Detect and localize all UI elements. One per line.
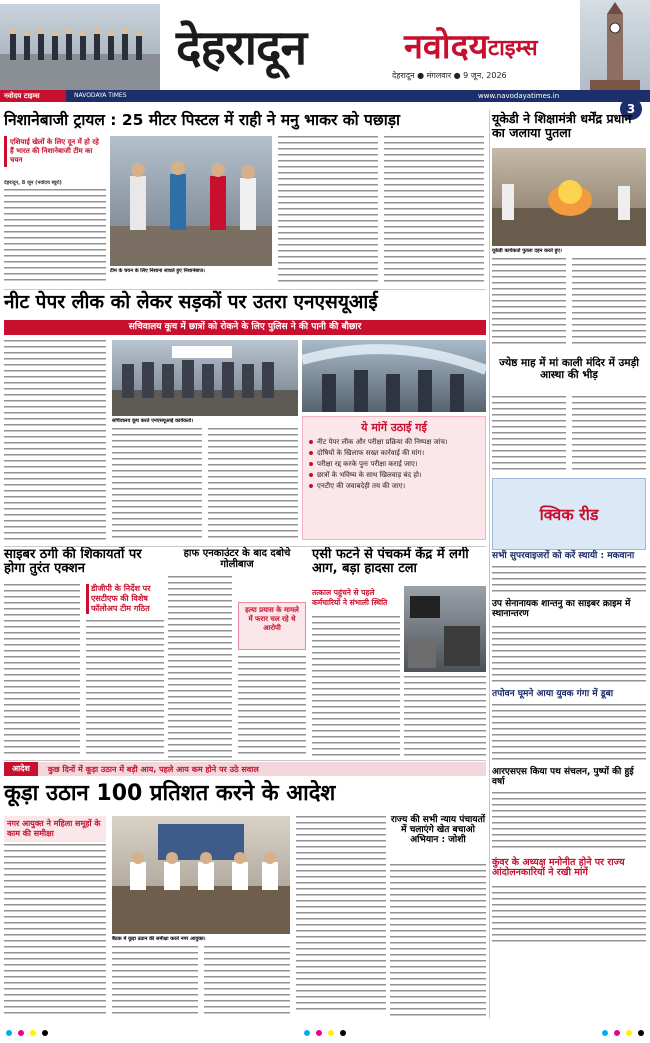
story-fire-photo	[404, 586, 486, 672]
row-rule	[4, 546, 486, 547]
meeting-illustration	[112, 816, 290, 934]
story-fire	[312, 548, 486, 758]
story-cyber-body-col2	[86, 620, 164, 758]
story-encounter-headline: हाफ एनकाउंटर के बाद दबोचे गोलीबाज	[183, 548, 291, 570]
story-cyber-subhead: डीजीपी के निर्देश पर एसटीएफ की विशेष फॉलोअप टीम गठित	[86, 584, 164, 614]
story-shooting-headline: निशानेबाजी ट्रायल : 25 मीटर पिस्टल में राही ने मनु भाकर को पछाड़ा	[4, 111, 401, 129]
water-cannon-illustration	[302, 340, 486, 412]
story-neet-body-col1	[4, 340, 106, 540]
story-garbage-banner-label: आदेश	[4, 762, 38, 776]
story-shooting-body-col2	[278, 136, 378, 286]
story-neet-subhead: सचिवालय कूच में छात्रों को रोकने के लिए पुलिस ने की पानी की बौछार	[4, 320, 486, 335]
demand-item: नीट पेपर लीक और परीक्षा प्रक्रिया की निष्पक्ष जांच।	[309, 438, 479, 447]
story-cyber	[4, 548, 164, 758]
story-neet-body-col3	[208, 428, 298, 540]
quick5-body	[492, 886, 646, 942]
story-ukd-body-col1	[492, 258, 566, 348]
column-rule	[489, 110, 490, 1018]
story-garbage-body-col4	[296, 816, 386, 1014]
demand-item: एनटीए की जवाबदेही तय की जाए।	[309, 482, 479, 491]
story-shooting-body-col1	[4, 189, 106, 285]
story-garbage-banner-text: कुछ दिनों में कूड़ा उठान में बड़ी आय, पहले आय कम होने पर उठे सवाल	[47, 764, 259, 774]
story-fire-headline: एसी फटने से पंचकर्म केंद्र में लगी आग, बड़ा हादसा टला	[312, 547, 469, 577]
bullet-icon	[309, 473, 313, 477]
quick3-headline: तपोवन घूमने आया युवक गंगा में डूबा	[492, 689, 614, 699]
demand-item: परीक्षा रद्द करके पुनः परीक्षा कराई जाए।	[309, 460, 479, 469]
story-encounter	[168, 548, 306, 758]
demand-item: छात्रों के भविष्य के साथ खिलवाड़ बंद हो।	[309, 471, 479, 480]
shooters-illustration	[110, 136, 272, 266]
parade-illustration	[0, 4, 160, 90]
website-label: www.navodayatimes.in	[478, 92, 560, 100]
story-shooting-photo	[110, 136, 272, 266]
story-ukd-headline: यूकेडी ने शिक्षामंत्री धर्मेंद्र प्रधान का जलाया पुतला	[492, 111, 632, 140]
story-ukd-photo	[492, 148, 646, 246]
story-fire-subhead: तत्काल पहुंचने से पहले कर्मचारियों ने संभाली स्थिति	[312, 588, 388, 607]
story-neet-body-col2	[112, 428, 202, 540]
story-save-fields	[390, 816, 486, 1016]
story-encounter-box: हत्या प्रयास के मामले में फरार चल रहे थे आरोपी	[238, 602, 306, 650]
bullet-icon	[309, 462, 313, 466]
masthead-clocktower	[580, 0, 650, 92]
quick-read-title: क्विक रीड	[539, 505, 599, 524]
quick4-body	[492, 792, 646, 852]
story-save-fields-body	[390, 864, 486, 1016]
quick2-headline: उप सेनानायक शान्तनु का साइबर क्राइम में स्थानान्तरण	[492, 599, 631, 619]
quick2-body	[492, 626, 646, 686]
story-encounter-body-col2	[238, 656, 306, 758]
dateline: देहरादून ● मंगलवार ● 9 जून, 2026	[392, 71, 507, 80]
quick4-headline: आरएसएस किया पथ संचलन, पुष्पों की हुई वर्षा	[492, 767, 634, 787]
story-neet-demands-title: ये मांगें उठाई गई	[361, 421, 427, 434]
story-shooting-body-col3	[384, 136, 484, 286]
story-neet-demands-list	[309, 438, 479, 491]
story-cyber-headline: साइबर ठगी की शिकायतों पर होगा तुरंत एक्शन	[4, 547, 142, 577]
page-number-badge: 3	[620, 98, 642, 120]
row-rule	[4, 289, 486, 290]
story-shooting-caption: टीम के चयन के लिए निशाना साधते हुए निशानेबाज।	[110, 268, 205, 274]
cyan-dot	[602, 1030, 608, 1036]
magenta-dot	[316, 1030, 322, 1036]
masthead	[0, 0, 650, 116]
black-dot	[42, 1030, 48, 1036]
magenta-dot	[18, 1030, 24, 1036]
quick1-headline: सभी सुपरवाइजरों को करें स्थायी : मकवाना	[492, 551, 635, 561]
story-fire-body-col2	[404, 676, 486, 758]
cyan-dot	[304, 1030, 310, 1036]
quick-read-column	[492, 552, 646, 942]
quick3-body	[492, 704, 646, 764]
story-garbage-headline: कूड़ा उठान 100 प्रतिशत करने के आदेश	[4, 781, 336, 806]
yellow-dot	[328, 1030, 334, 1036]
story-kali-body-col1	[492, 396, 566, 474]
bullet-icon	[309, 440, 313, 444]
protest-illustration	[112, 340, 298, 416]
fire-damage-illustration	[404, 586, 486, 672]
story-neet	[4, 292, 486, 544]
story-garbage-kicker: नगर आयुक्त ने महिला समूहों के काम की समीक्षा	[4, 816, 106, 842]
registration-marks-left	[6, 1030, 48, 1036]
black-dot	[638, 1030, 644, 1036]
quick-read-banner	[492, 478, 646, 550]
clocktower-illustration	[580, 0, 650, 92]
quick5-headline: कुंवर के अध्यक्ष मनोनीत होने पर राज्य आंदोलनकारियों ने रखी मांगें	[492, 857, 625, 879]
yellow-dot	[626, 1030, 632, 1036]
story-garbage-body-col2	[112, 946, 198, 1014]
registration-marks-center	[304, 1030, 346, 1036]
edition-label: नवोदय टाइम्स	[0, 90, 66, 102]
brand-label: NAVODAYA TIMES	[74, 92, 127, 99]
cyan-dot	[6, 1030, 12, 1036]
story-garbage-body-col1	[4, 844, 106, 1014]
registration-marks-right	[602, 1030, 644, 1036]
story-save-fields-headline: राज्य की सभी न्याय पंचायतों में चलाएंगे खेत बचाओ अभियान : जोशी	[390, 815, 486, 845]
story-ukd-caption: यूकेडी कार्यकर्ता पुतला दहन करते हुए।	[492, 248, 562, 254]
masthead-subtitle: नवोदय	[404, 27, 489, 67]
bullet-icon	[309, 451, 313, 455]
story-neet-demands-box	[302, 416, 486, 540]
bullet-icon	[309, 484, 313, 488]
story-kali-headline: ज्येष्ठ माह में मां काली मंदिर में उमड़ी आस्था की भीड़	[499, 357, 639, 381]
story-shooting-kicker: एशियाई खेलों के लिए दून में हो रहे हैं भारत की निशानेबाजी टीम का चयन	[4, 136, 106, 167]
story-garbage-photo	[112, 816, 290, 934]
registration-strip	[0, 1026, 650, 1040]
story-neet-caption-1: सचिवालय कूच करते एनएसयूआई कार्यकर्ता।	[112, 418, 193, 424]
story-garbage-body-col3	[204, 946, 290, 1014]
story-shooting-dateline: देहरादून, 8 जून (नवोदय ब्यूरो)	[4, 180, 62, 186]
quick1-body	[492, 566, 646, 596]
magenta-dot	[614, 1030, 620, 1036]
masthead-subtitle2: टाइम्स	[488, 36, 538, 61]
story-ukd-body-col2	[572, 258, 646, 348]
story-fire-body-col1	[312, 616, 400, 758]
story-garbage-caption: बैठक में कूड़ा उठान की समीक्षा करते नगर आयुक्त।	[112, 936, 206, 942]
story-neet-photo-2	[302, 340, 486, 412]
yellow-dot	[30, 1030, 36, 1036]
story-ukd	[492, 112, 646, 352]
story-kali	[492, 358, 646, 474]
story-garbage-banner	[4, 762, 486, 776]
masthead-strip	[0, 90, 650, 102]
story-neet-photo-1	[112, 340, 298, 416]
effigy-illustration	[492, 148, 646, 246]
demand-item: दोषियों के खिलाफ सख्त कार्रवाई की मांग।	[309, 449, 479, 458]
story-encounter-body-col1	[168, 576, 232, 758]
black-dot	[340, 1030, 346, 1036]
story-neet-headline: नीट पेपर लीक को लेकर सड़कों पर उतरा एनएसयूआई	[4, 291, 378, 313]
story-shooting	[4, 112, 486, 288]
masthead-photo-left	[0, 4, 160, 90]
story-cyber-body-col1	[4, 584, 80, 758]
row-rule	[4, 760, 486, 761]
masthead-title: देहरादून	[176, 20, 307, 76]
story-kali-body-col2	[572, 396, 646, 474]
